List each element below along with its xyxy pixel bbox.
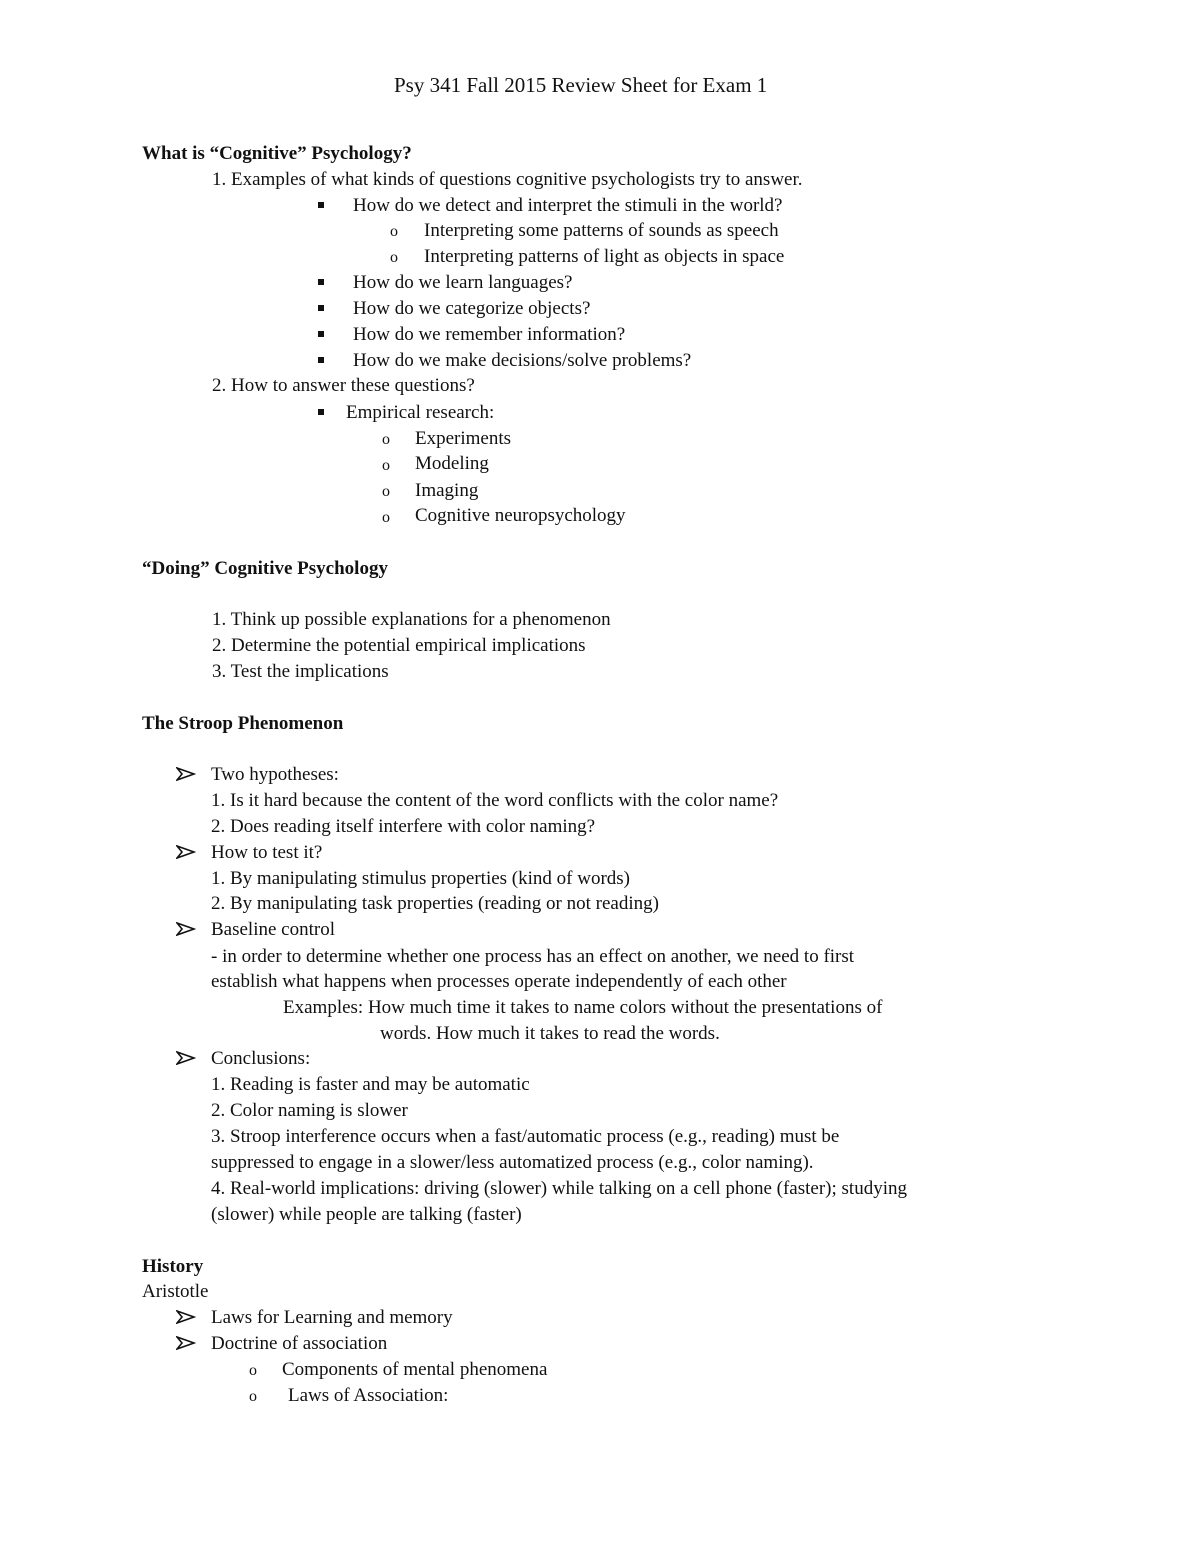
bullet-item: How do we remember information? (353, 324, 626, 345)
list-line: - in order to determine whether one process has an effect on another, we need to first (211, 946, 855, 967)
bullet-item: How do we learn languages? (353, 272, 573, 293)
sub-bullet-item: Imaging (415, 480, 479, 501)
square-bullet-icon (318, 357, 324, 363)
list-line: words. How much it takes to read the words. (380, 1023, 720, 1044)
circle-bullet-icon: o (390, 249, 398, 266)
list-line: 1. By manipulating stimulus properties (kind of words) (211, 868, 631, 889)
section-heading-history: History (142, 1256, 204, 1277)
arrow-item: Baseline control (211, 919, 335, 940)
sub-bullet-item: Interpreting some patterns of sounds as speech (424, 220, 779, 241)
bullet-item: Empirical research: (346, 402, 495, 423)
square-bullet-icon (318, 202, 324, 208)
bullet-item: How do we categorize objects? (353, 298, 591, 319)
list-line: 2. Does reading itself interfere with color naming? (211, 816, 596, 837)
numbered-item: 2. Determine the potential empirical implications (212, 635, 586, 656)
list-line: 3. Stroop interference occurs when a fast/automatic process (e.g., reading) must be (211, 1126, 840, 1147)
arrow-item: Two hypotheses: (211, 764, 339, 785)
arrow-bullet-icon (176, 845, 196, 859)
subheading-aristotle: Aristotle (142, 1281, 209, 1302)
sub-bullet-item: Cognitive neuropsychology (415, 505, 626, 526)
list-line: establish what happens when processes operate independently of each other (211, 971, 787, 992)
list-line: suppressed to engage in a slower/less automatized process (e.g., color naming). (211, 1152, 814, 1173)
numbered-item: 1. Examples of what kinds of questions cognitive psychologists try to answer. (212, 169, 803, 190)
circle-bullet-icon: o (249, 1388, 257, 1405)
sub-bullet-item: Interpreting patterns of light as objects in space (424, 246, 785, 267)
sub-bullet-item: Laws of Association: (288, 1385, 449, 1406)
arrow-item: How to test it? (211, 842, 323, 863)
section-heading-stroop: The Stroop Phenomenon (142, 713, 344, 734)
bullet-item: How do we detect and interpret the stimuli in the world? (353, 195, 783, 216)
section-heading-cognitive: What is “Cognitive” Psychology? (142, 143, 412, 164)
arrow-bullet-icon (176, 1336, 196, 1350)
sub-bullet-item: Components of mental phenomena (282, 1359, 548, 1380)
square-bullet-icon (318, 331, 324, 337)
arrow-bullet-icon (176, 1051, 196, 1065)
sub-bullet-item: Modeling (415, 453, 489, 474)
circle-bullet-icon: o (382, 483, 390, 500)
arrow-bullet-icon (176, 767, 196, 781)
numbered-item: 2. How to answer these questions? (212, 375, 475, 396)
list-line: (slower) while people are talking (faster) (211, 1204, 522, 1225)
square-bullet-icon (318, 409, 324, 415)
list-line: 4. Real-world implications: driving (slower) while talking on a cell phone (faster); studying (211, 1178, 907, 1199)
square-bullet-icon (318, 279, 324, 285)
arrow-item: Doctrine of association (211, 1333, 388, 1354)
bullet-item: How do we make decisions/solve problems? (353, 350, 692, 371)
circle-bullet-icon: o (382, 431, 390, 448)
list-line: 2. By manipulating task properties (reading or not reading) (211, 893, 659, 914)
square-bullet-icon (318, 305, 324, 311)
section-heading-doing: “Doing” Cognitive Psychology (142, 558, 388, 579)
arrow-item: Laws for Learning and memory (211, 1307, 453, 1328)
list-line: 1. Reading is faster and may be automatic (211, 1074, 530, 1095)
circle-bullet-icon: o (382, 509, 390, 526)
list-line: Examples: How much time it takes to name colors without the presentations of (283, 997, 883, 1018)
list-line: 1. Is it hard because the content of the word conflicts with the color name? (211, 790, 779, 811)
numbered-item: 3. Test the implications (212, 661, 389, 682)
circle-bullet-icon: o (249, 1362, 257, 1379)
arrow-bullet-icon (176, 922, 196, 936)
list-line: 2. Color naming is slower (211, 1100, 408, 1121)
arrow-bullet-icon (176, 1310, 196, 1324)
arrow-item: Conclusions: (211, 1048, 311, 1069)
sub-bullet-item: Experiments (415, 428, 512, 449)
page-title: Psy 341 Fall 2015 Review Sheet for Exam 1 (394, 73, 768, 97)
circle-bullet-icon: o (382, 457, 390, 474)
circle-bullet-icon: o (390, 223, 398, 240)
numbered-item: 1. Think up possible explanations for a phenomenon (212, 609, 611, 630)
